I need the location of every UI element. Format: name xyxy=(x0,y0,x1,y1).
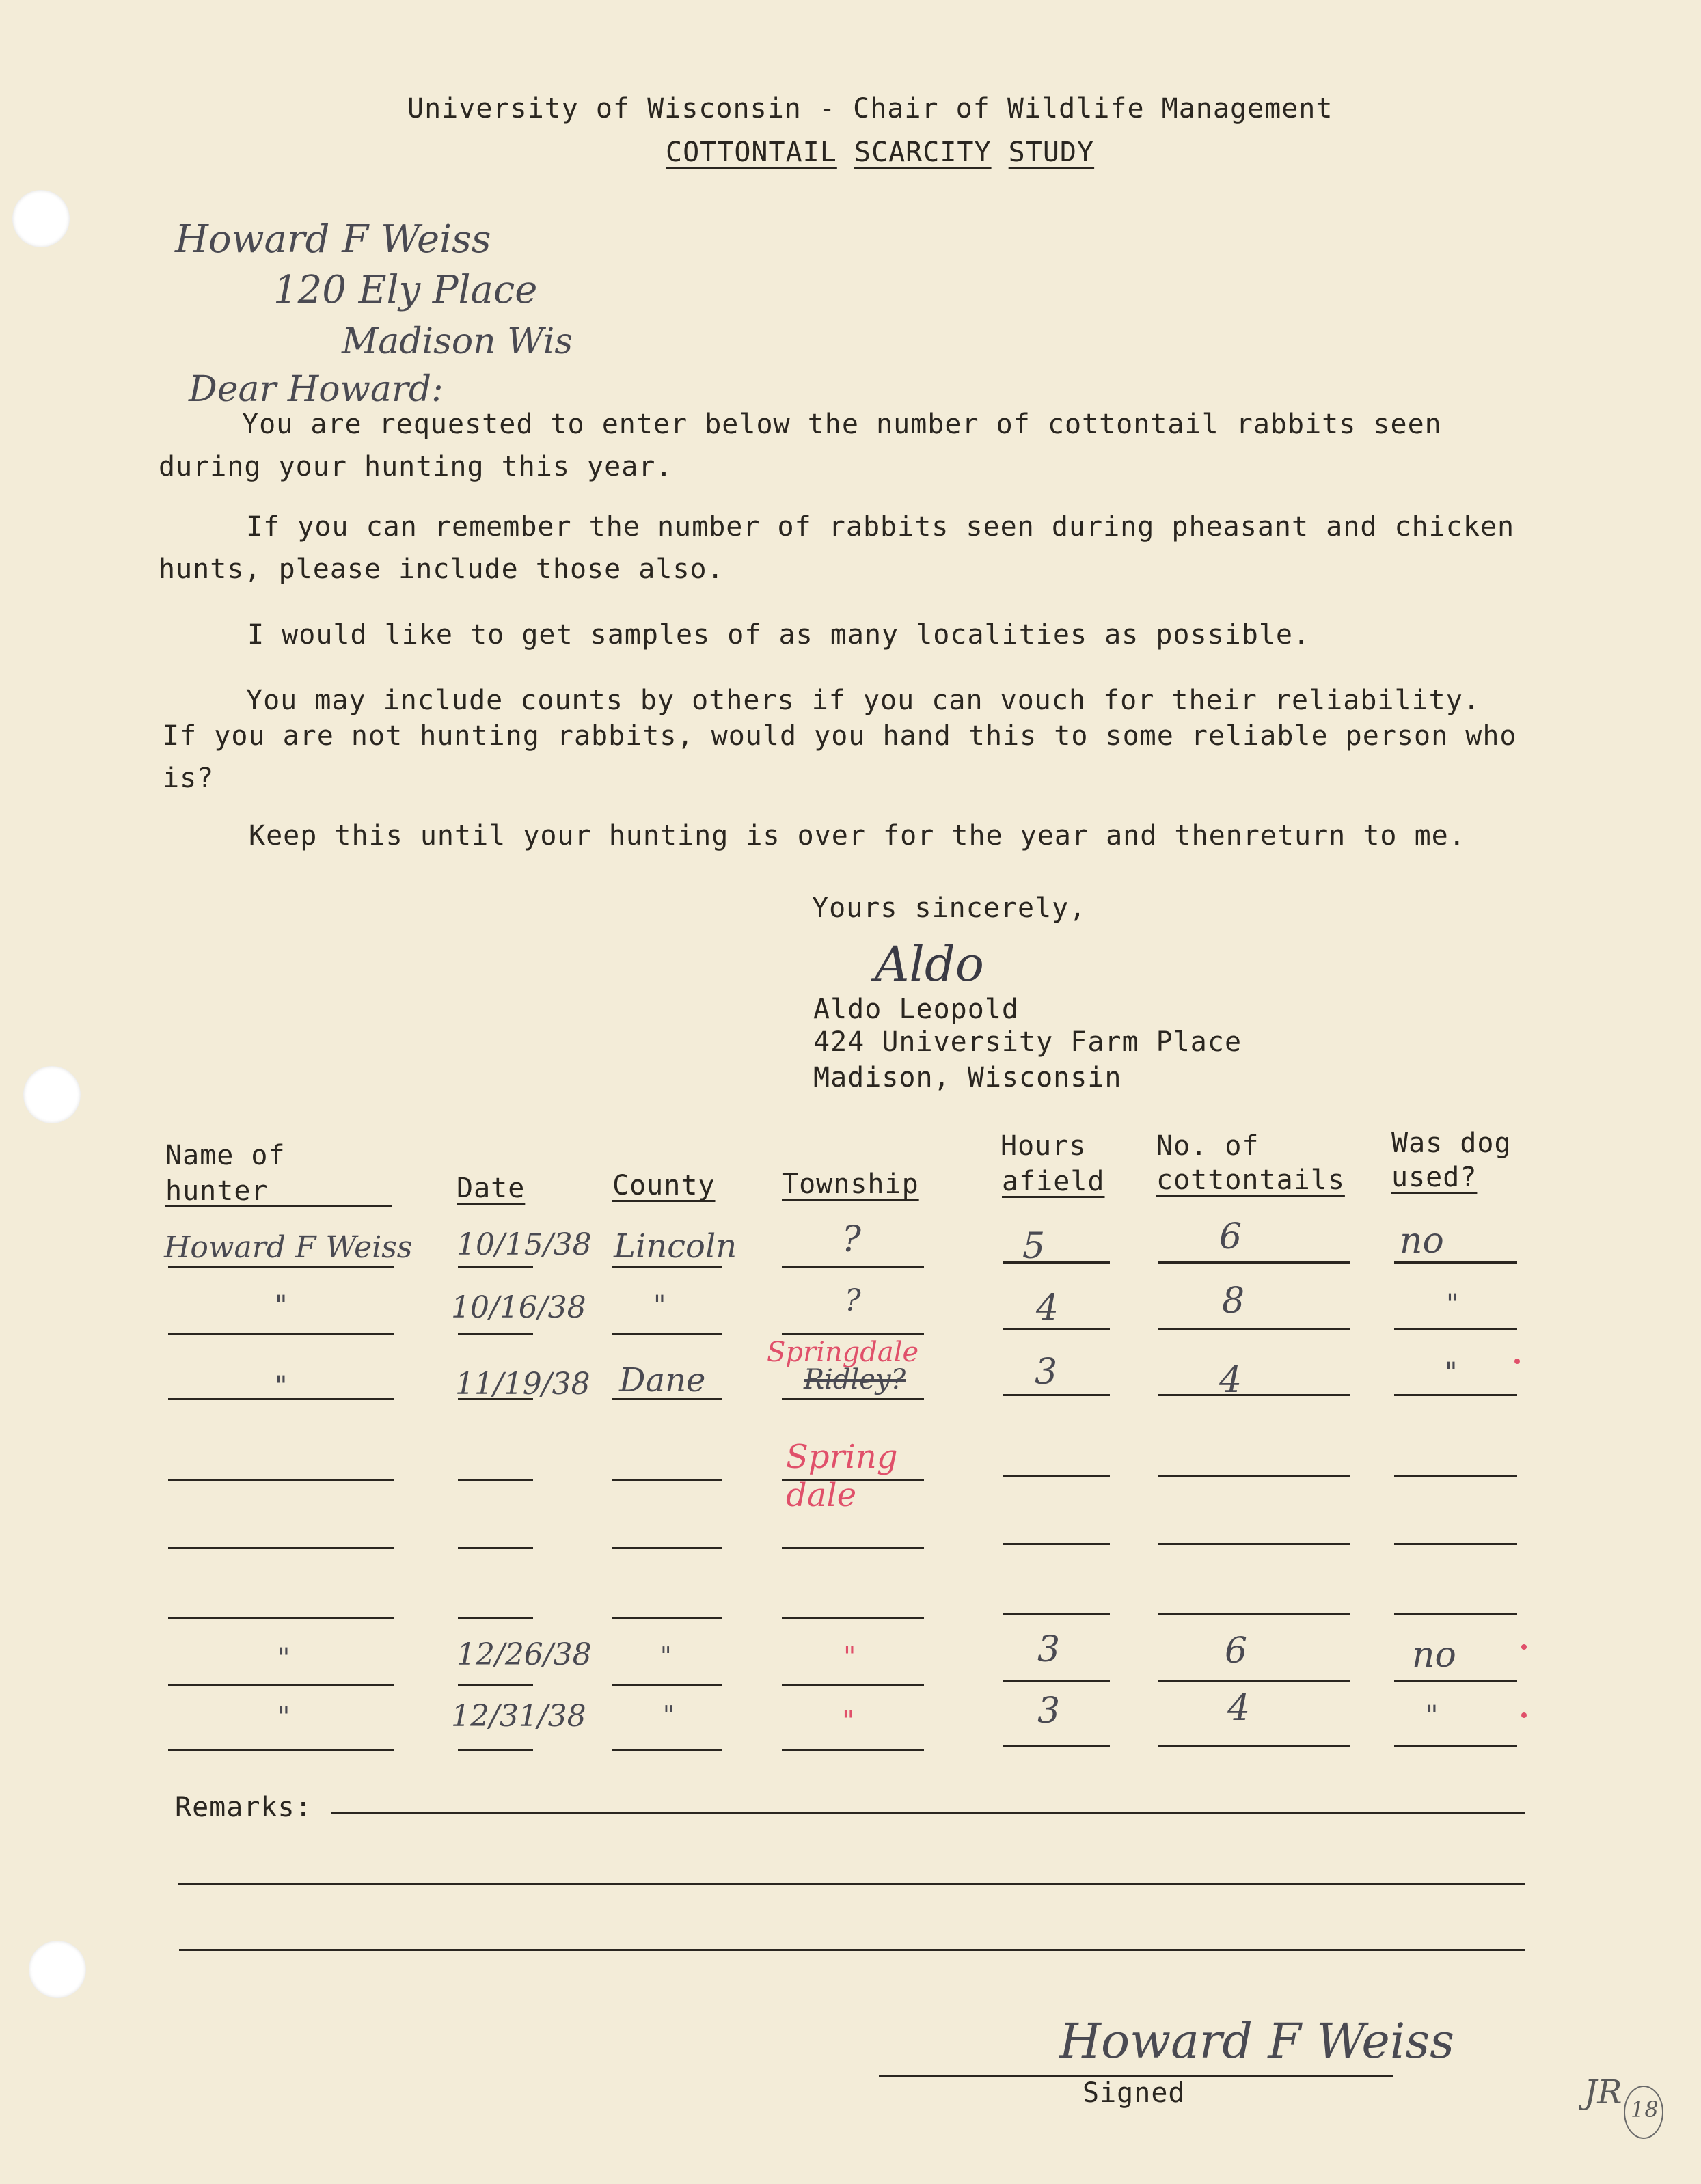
table-row-line xyxy=(1003,1328,1110,1330)
paragraph-4-line-3: is? xyxy=(163,763,215,794)
row-3-red-dot xyxy=(1514,1359,1520,1364)
table-row-line xyxy=(612,1479,722,1481)
row-8-dog: " xyxy=(1426,1700,1439,1732)
row-3-hours: 3 xyxy=(1035,1352,1058,1393)
row-3-dog: " xyxy=(1445,1357,1458,1389)
punch-hole-top xyxy=(12,190,70,247)
punch-hole-middle xyxy=(23,1066,81,1123)
table-row-line xyxy=(168,1617,394,1619)
row-7-township: " xyxy=(843,1641,856,1673)
study-title-word: STUDY xyxy=(1008,137,1095,168)
table-row-line xyxy=(458,1749,533,1751)
table-row-line xyxy=(1003,1745,1110,1747)
row-7-county: " xyxy=(660,1643,672,1671)
author-address-1: 424 University Farm Place xyxy=(813,1026,1242,1058)
row-1-hunter: Howard F Weiss xyxy=(164,1230,413,1265)
row-2-count: 8 xyxy=(1222,1281,1245,1322)
author-signature: Aldo xyxy=(875,936,984,992)
header-hours-line-2: afield xyxy=(1002,1166,1105,1197)
row-1-township: ? xyxy=(842,1219,861,1260)
table-row-line xyxy=(458,1333,533,1335)
paragraph-2-line-2: hunts, please include those also. xyxy=(159,554,724,585)
table-row-line xyxy=(612,1266,722,1268)
author-name: Aldo Leopold xyxy=(813,994,1019,1025)
table-row-line xyxy=(1003,1261,1110,1264)
header-date: Date xyxy=(457,1173,526,1204)
row-2-date: 10/16/38 xyxy=(451,1290,586,1325)
row-7-red-dot xyxy=(1521,1644,1527,1650)
table-row-line xyxy=(612,1547,722,1549)
table-row-line xyxy=(458,1684,533,1686)
table-row-line xyxy=(458,1266,533,1268)
table-row-line xyxy=(1003,1543,1110,1545)
row-4-township-note: Spring dale xyxy=(786,1438,898,1514)
table-row-line xyxy=(168,1684,394,1686)
table-row-line xyxy=(782,1266,924,1268)
table-row-line xyxy=(782,1684,924,1686)
table-row-line xyxy=(168,1333,394,1335)
paragraph-4-line-1: You may include counts by others if you can vouch for their reliability. xyxy=(246,685,1480,716)
punch-hole-bottom xyxy=(29,1941,86,1998)
table-row-line xyxy=(612,1617,722,1619)
page-number: 18 xyxy=(1631,2097,1659,2122)
table-row-line xyxy=(1158,1475,1350,1477)
table-row-line xyxy=(1158,1680,1350,1682)
table-row-line xyxy=(168,1749,394,1751)
recipient-street: 120 Ely Place xyxy=(273,268,538,312)
row-8-hunter: " xyxy=(277,1702,290,1733)
row-1-hours: 5 xyxy=(1022,1226,1046,1267)
table-row-line xyxy=(1158,1394,1350,1396)
table-row-line xyxy=(168,1547,394,1549)
study-title-word: COTTONTAIL xyxy=(666,137,837,168)
recipient-name: Howard F Weiss xyxy=(175,217,491,262)
table-row-line xyxy=(1394,1543,1517,1545)
signed-label: Signed xyxy=(1083,2077,1186,2109)
row-1-count: 6 xyxy=(1219,1216,1242,1257)
header-county: County xyxy=(612,1170,716,1201)
table-row-line xyxy=(1158,1613,1350,1615)
study-title xyxy=(666,137,1094,168)
paragraph-3: I would like to get samples of as many localities as possible. xyxy=(247,619,1311,651)
row-7-hunter: " xyxy=(277,1643,290,1674)
remarks-line-2 xyxy=(178,1883,1525,1885)
table-row-line xyxy=(1394,1328,1517,1330)
table-row-line xyxy=(1394,1680,1517,1682)
table-row-line xyxy=(782,1333,924,1335)
row-8-hours: 3 xyxy=(1037,1691,1061,1732)
table-row-line xyxy=(1394,1745,1517,1747)
table-row-line xyxy=(1003,1475,1110,1477)
row-1-date: 10/15/38 xyxy=(457,1227,592,1262)
paragraph-2-line-1: If you can remember the number of rabbits seen during pheasant and chicken xyxy=(246,511,1515,543)
row-3-county: Dane xyxy=(619,1361,706,1400)
institution-heading: University of Wisconsin - Chair of Wildlife Management xyxy=(407,93,1333,124)
remarks-line-3 xyxy=(179,1949,1525,1951)
paragraph-5: Keep this until your hunting is over for the year and thenreturn to me. xyxy=(249,820,1466,851)
study-title-word: SCARCITY xyxy=(854,137,992,168)
row-8-red-dot xyxy=(1521,1712,1527,1718)
header-township: Township xyxy=(782,1169,919,1200)
archive-initials: JR xyxy=(1584,2073,1622,2112)
author-address-2: Madison, Wisconsin xyxy=(813,1062,1122,1093)
table-row-line xyxy=(1158,1745,1350,1747)
row-3-date: 11/19/38 xyxy=(455,1367,590,1402)
row-8-township: " xyxy=(842,1706,855,1737)
paragraph-4-line-2: If you are not hunting rabbits, would you hand this to some reliable person who xyxy=(163,720,1517,752)
remarks-label: Remarks: xyxy=(175,1792,312,1823)
header-dog-line-2: used? xyxy=(1391,1162,1478,1193)
table-row-line xyxy=(1003,1394,1110,1396)
row-3-count: 4 xyxy=(1219,1360,1242,1401)
row-2-county: " xyxy=(653,1290,666,1322)
row-3-hunter: " xyxy=(275,1371,288,1402)
row-8-date: 12/31/38 xyxy=(451,1699,586,1734)
signature-line xyxy=(879,2075,1393,2077)
row-8-county: " xyxy=(663,1702,675,1730)
table-row-line xyxy=(782,1749,924,1751)
row-2-hunter: " xyxy=(275,1290,288,1322)
table-row-line xyxy=(612,1333,722,1335)
table-row-line xyxy=(168,1266,394,1268)
table-row-line xyxy=(1394,1475,1517,1477)
table-row-line xyxy=(612,1684,722,1686)
header-dog-line-1: Was dog xyxy=(1391,1128,1512,1159)
header-count-line-1: No. of xyxy=(1156,1130,1260,1162)
header-hunter-line-2: hunter xyxy=(165,1175,269,1207)
salutation: Dear Howard: xyxy=(189,369,444,410)
paragraph-1-line-2: during your hunting this year. xyxy=(159,451,673,482)
hunter-signature: Howard F Weiss xyxy=(1059,2013,1455,2069)
header-count-line-2: cottontails xyxy=(1156,1164,1345,1196)
table-row-line xyxy=(782,1398,924,1400)
row-2-township: ? xyxy=(845,1283,861,1318)
table-row-line xyxy=(1003,1613,1110,1615)
header-hours-line-1: Hours xyxy=(1001,1130,1087,1162)
table-row-line xyxy=(1394,1261,1517,1264)
table-row-line xyxy=(168,1479,394,1481)
table-row-line xyxy=(458,1547,533,1549)
table-row-line xyxy=(1158,1261,1350,1264)
table-row-line xyxy=(782,1547,924,1549)
header-hunter-line-1: Name of xyxy=(165,1140,286,1171)
table-row-line xyxy=(458,1617,533,1619)
recipient-city: Madison Wis xyxy=(342,321,573,362)
row-3-township: Ridley? xyxy=(804,1364,906,1395)
row-2-dog: " xyxy=(1446,1289,1459,1320)
row-1-dog: no xyxy=(1400,1220,1444,1261)
table-row-line xyxy=(612,1749,722,1751)
row-7-date: 12/26/38 xyxy=(457,1637,592,1672)
paragraph-1-line-1: You are requested to enter below the number of cottontail rabbits seen xyxy=(242,409,1442,440)
row-8-count: 4 xyxy=(1227,1688,1251,1729)
table-row-line xyxy=(1394,1613,1517,1615)
closing-sincerely: Yours sincerely, xyxy=(812,892,1087,924)
row-7-count: 6 xyxy=(1225,1630,1248,1671)
table-row-line xyxy=(1158,1328,1350,1330)
row-1-county: Lincoln xyxy=(614,1227,737,1266)
table-row-line xyxy=(458,1479,533,1481)
row-2-hours: 4 xyxy=(1036,1287,1059,1328)
row-7-dog: no xyxy=(1412,1635,1456,1676)
row-7-hours: 3 xyxy=(1037,1629,1061,1670)
remarks-line-1 xyxy=(331,1812,1525,1814)
row-3-township-correction: Springdale xyxy=(767,1337,919,1368)
table-row-line xyxy=(1158,1543,1350,1545)
table-row-line xyxy=(1003,1680,1110,1682)
table-row-line xyxy=(1394,1394,1517,1396)
table-row-line xyxy=(782,1617,924,1619)
